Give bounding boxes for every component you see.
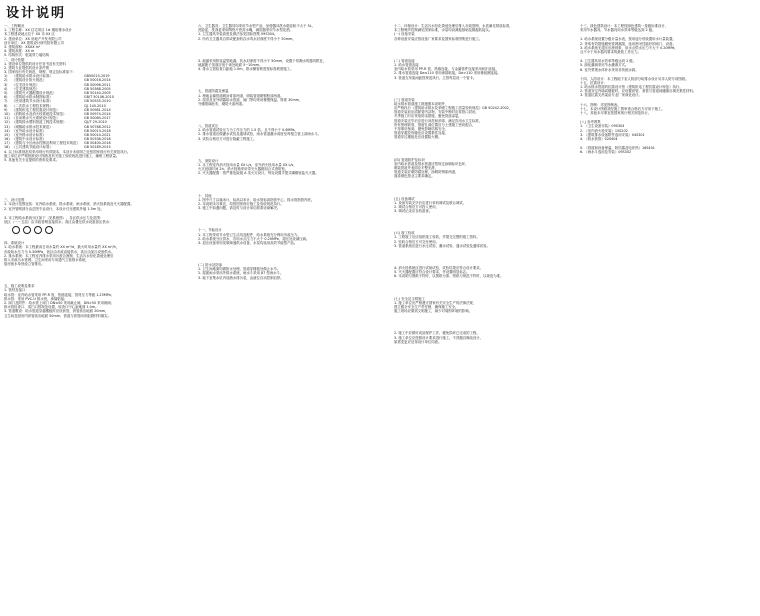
text-line: 各种设备安装应按设备厂家要求及国家标准图集进行施工。 [394,36,483,41]
col3-block-g [394,266,572,279]
text-line: 2. 建设单位：XX 房地产开发有限公司 [4,36,62,41]
col2-block-f [198,194,384,211]
text-line: 厨房废水单独设立管排出。 [4,262,45,267]
code-number: 16) [4,137,10,142]
code-number: 6) [4,95,8,100]
text-line: 火灾延续时间 2h。消火栓箱采用带灭火器箱组合式消防柜。 [198,167,289,172]
code-id: GB 50555-2010 [84,99,111,104]
code-id: GB 50336-2018 [84,137,111,142]
text-line: (六) 竣工验收 [394,231,415,236]
text-line: 1. 工程竣工后应组织竣工验收，并提交完整的竣工资料。 [394,235,480,240]
code-id: GB 50788-2012 [84,124,111,129]
code-id: GB50015-2019 [84,74,110,79]
code-number: 15) [4,132,10,137]
col3-block-f [394,231,572,248]
text-line: 1. 本设计范围包括：室内给水系统、排水系统、雨水系统、消火栓系统及灭火器配置。 [4,202,134,207]
text-line: 2. 建筑专业提供的设计条件图 [4,65,49,70]
text-line: (二) 管道连接 [394,58,415,63]
col2-block-g [198,228,384,245]
col2-block-a [198,24,384,41]
code-number: 5) [4,91,8,95]
text-line: 3. 施工单位应按照设计要求进行施工，不得擅自修改设计， [394,335,484,340]
text-line: 5. 绿化灌溉采用节水灌溉方式。 [580,63,629,68]
text-line: 1. 给水系统设置分级计量水表，按用途分别设置用水计量装置。 [580,37,676,42]
text-line: 2. 所有卫生器具自带或配套的存水弯水封深度不得小于 50mm。 [198,36,296,41]
text-line: 1. 卫生间地面均做防水处理，管道穿楼板处做止水节。 [198,267,281,272]
text-line: (一) 设备安装 [394,32,415,37]
text-line: 2. 室外管网部分由总图专业设计，本设计仅至建筑外墙 1.5m 处。 [4,206,104,211]
text-line: 所有预埋套管、预留孔洞位置应与土建施工密切配合， [394,122,476,127]
col4-block-d [580,77,756,98]
code-id: CJJ 140-2010 [84,103,106,108]
code-name: 《建筑给水排水制图标准》 [12,95,53,100]
section-3-block [4,198,186,211]
text-line: 明装管道外表面应平整光滑， [394,165,439,170]
text-line: 3. 建筑面积：XXXX m² [4,44,41,49]
circle-symbol [12,226,20,234]
text-line: 3. 施工中如遇问题，请及时与设计单位联系协商解决。 [198,206,281,211]
text-line: 4. 排水立管检查口距地 1.0m，排水横管坡度按标准坡度施工。 [198,67,294,72]
text-line: 十二、环保设计：生活污水经化粪池处理后排入市政管网，水质满足排放标准， [394,24,513,28]
text-line: (四) 管道防护及标识 [394,157,425,162]
text-line: 2. 本说明未尽事宜，均按国家现行施工及验收规范执行。 [198,201,284,206]
text-line: 2. 阀门及附件：给水管上阀门 DN≤50 采用截止阀，DN>50 采用闸阀； [4,301,115,305]
circle-note-block [4,216,186,224]
col4-block-f [580,120,756,141]
code-id: GB 50140-2005 [84,91,111,95]
text-line: 5. 结构形式：框架剪力墙结构 [4,53,49,58]
text-line: 1. 管材及接口： [4,288,29,293]
text-line: 1. 施工单位应严格遵守国家有关安全生产的法律法规， [394,300,477,305]
column-3 [394,24,572,614]
col2-block-c [198,89,384,106]
text-line: 五、施工说明及要求 [4,284,35,289]
code-id: GB 50096-2011 [84,82,111,87]
text-line: 5. 《管道和设备保温、防结露及电伴热》16S401 [580,146,655,151]
after-codes-block [4,150,186,163]
text-line: 2. 给水系统分区供水，各用水点压力不大于 0.20MPa，超压处设减压阀。 [198,236,310,241]
text-line: 3. 调试记录应存档备查。 [394,209,433,214]
text-line: 七、管道防腐及保温 [198,89,229,94]
text-line: 1. 本工程室内消火栓用水量 XX L/s，室外消火栓用水量 XX L/s， [198,163,297,167]
text-line: 2. 调试合格后方可投入使用， [394,204,439,209]
text-line: 1. 给水管道连接 [394,62,419,67]
text-line: 室内给水管道及排水管道应按规定涂刷标识色环， [394,161,469,166]
text-line: 管道穿越变形缝处应设置柔性连接， [394,131,449,136]
text-line: 施工现场应做到文明施工，减少对周围环境的影响。 [394,309,472,314]
text-line: 如需变更应征得设计单位同意。 [394,339,442,344]
text-line: 洗脸盆、洗涤盆采用陶瓷片密封水嘴，淋浴器采用节水型花洒。 [198,28,293,33]
text-line: 十一、节能设计 [198,228,222,233]
text-line: 外缠玻璃丝布，刷防火漆两道。 [198,101,246,106]
text-line: 5. 其他有关专业提供的资料及要求。 [4,158,60,162]
code-number: 9) [4,107,8,112]
text-line: 建立健全安全生产责任制，确保施工安全， [394,304,459,309]
code-number: 10) [4,111,10,116]
code-id: GB/T 50106-2010 [84,95,114,100]
text-line: 管道穿过楼板处应设置阻火圈。 [394,135,442,140]
code-name: 《建筑中水设计标准》 [12,137,46,142]
col4-block-a [580,24,756,32]
text-line: 6. 本说明与图纸不符时，以图纸为准；图纸与规范不符时，以规范为准。 [394,274,504,279]
code-name: 《自动喷水灭火系统设计规范》 [12,116,60,121]
text-line: 6. 室外景观水体补水采用非传统水源。 [580,67,639,72]
col3-block-d [394,158,572,179]
text-line: 八、管道试压 [198,124,219,129]
text-line: 1. 图中尺寸以毫米计，标高以米计，给水管标高指管中心，排水管指管内底。 [198,197,315,202]
code-id: GB 50400-2016 [84,141,111,146]
text-line: 1. 本工程采用节水型卫生洁具及配件，给水系统充分利用市政压力。 [198,232,301,237]
column-1 [4,24,186,614]
text-line: 3. 管道敷设：给水管道穿越楼板时应设套管，套管高出地面 20mm， [4,309,109,314]
page-title: 设计说明 [6,6,67,21]
code-name: 《建筑机电工程抗震设计规范》 [12,107,60,112]
col3-block-b [394,59,572,80]
text-line: 二、设计依据 [4,57,25,62]
col2-block-h [198,263,384,280]
text-line: 卫生间及厨房内套管高出地面 50mm，管道与套管间用阻燃材料填实。 [4,313,111,318]
code-id: GB 50189-2015 [84,145,111,150]
text-line: 十五、抗震设计： [580,80,608,85]
text-line: 3. 加压设备采用变频调速供水设备，水泵均选用高效节能型产品。 [198,240,298,245]
text-line: (七) 安全及文明施工 [394,296,425,301]
text-line: 4. 卫生器具用水效率等级达到 2 级。 [580,59,637,64]
code-id: GB 50016-2014 [84,78,111,83]
code-id: GB 50014-2021 [84,132,111,137]
col3-block-i [394,331,572,344]
text-line: 十、其他 [198,193,212,198]
col3-block-h [394,297,572,314]
text-line: (五) 设备调试 [394,196,415,201]
text-line: 1. 给水系统：本工程最高日用水量约 XX m³/d，最大时用水量约 XX m³/h， [4,245,120,250]
text-line: 1. 工程名称：XX 住宅项目 1# 楼给排水设计 [4,28,73,33]
text-line: 4. 《防水套管》02S404 [580,136,618,141]
text-line: 管道支架应做防腐处理，涂刷防锈漆两道， [394,170,459,175]
text-line: 市政给水压力为 0.30MPa，低区由市政直接供水，高区由加压设备供水。 [4,249,115,254]
text-line: 地漏篦子顶面应低于该处地面 5~10mm。 [198,62,263,67]
text-line: 本工程建设地点位于 XX 市 XX 区 [4,32,55,37]
text-line: (二) 防水及防渗 [198,263,223,268]
text-line: 六、卫生器具：卫生器具均采用节水型产品，坐便器冲洗水箱容积不大于 5L， [198,24,316,28]
text-line: 本工程噪声控制满足国家标准，水泵均设减振基础及隔振软接头。 [394,28,493,33]
text-line: 面漆颜色按业主要求确定。 [394,174,435,179]
col2-block-b [198,59,384,72]
text-line: 5. 灭火器配置应符合设计要求，并设置明显标志。 [394,270,470,275]
code-row [4,145,186,149]
code-id: GB 50974-2014 [84,111,111,116]
code-number: 1) [4,74,8,79]
text-line: 低区（一～五层）由市政管网直接供水，高区由叠压供水设备加压供水： [4,219,113,224]
text-line: 3. 管道系统应进行水压试验、灌水试验、通水试验及通球试验。 [394,243,490,248]
text-line: 不得事后凿洞，避免影响结构安全， [394,127,449,131]
text-line: 2. 施工中应做好成品保护工作，避免损坏已完成的工程。 [394,331,480,336]
code-number: 8) [4,103,8,108]
code-id: GB 50013-2018 [84,128,111,133]
text-line: 管道安装完毕后应进行冲洗和消毒，满足饮用水卫生标准， [394,118,483,123]
code-number: 13) [4,124,10,129]
code-name: 《二次供水工程技术规程》 [12,103,53,108]
text-line: 3. 本工程给水系统分区如下（见系统图），各区供水压力及范围： [4,215,104,220]
text-line: 施工单位应严格按照设计图纸及有关施工验收规范进行施工，确保工程质量。 [4,153,120,158]
text-line: 2. 采取有效措施避免管网漏损，选用密闭性能好的阀门、设备。 [580,41,676,46]
circle-symbols [12,226,186,234]
code-id: CJJ/T 29-2010 [84,120,107,125]
text-line: 6. 《雨水斗选用及安装》09S302 [580,150,632,155]
code-id: GB 50368-2005 [84,86,111,91]
text-line: 2. 屋顶及室外明露给水管道、阀门等均采用橡塑保温，厚度 30mm， [198,97,303,102]
text-line: 3. 给水系统无超压出流现象，用水点供水压力不大于 0.20MPa， [580,45,678,50]
text-line: 2. 《室内消火栓安装》15S202 [580,128,628,133]
code-number: 11) [4,116,10,121]
code-number: 17) [4,141,10,146]
text-line: 3. 国家现行有关规范、规程、规定及标准如下： [4,70,77,75]
col4-block-c [580,59,756,72]
code-name: 《建筑灭火器配置设计规范》 [12,91,57,95]
code-name: 《建筑设计防火规范》 [12,78,46,83]
section-5-block [4,284,186,318]
text-line: 十三、绿色建筑设计：本工程按绿色建筑一星级标准设计， [580,24,669,28]
circle-symbol [34,226,42,234]
text-line: 3. 地下室集水坑内设潜水排污泵，由液位自动控制启停。 [198,275,284,280]
text-line: 三、设计范围 [4,198,25,203]
text-line: 3. 《建筑排水设备附件选用安装》04S301 [580,132,645,137]
text-line: 2. 管道穿过内墙或楼板时，应设置套管，套管与管道间缝隙应填充柔性材料。 [580,89,697,94]
code-id: GB 50084-2017 [84,116,111,121]
text-line: 1. 设备安装完毕后应进行单机调试及联合调试， [394,200,467,205]
text-line: 采用节水器具，节水器具用水效率等级达到 2 级。 [580,28,656,33]
col4-block-b [580,37,756,54]
code-name: 《住宅建筑规范》 [12,86,40,91]
text-line: 2. 灭火器配置：按严重危险级 A 类火灾设计，每处设置手提式磷酸铵盐灭火器。 [198,171,319,176]
text-line: 十四、人防设计：本工程地下室人防部分给排水设计另详人防专项图纸。 [580,76,689,81]
column-2 [198,24,384,614]
text-line: 十八、其他未尽事宜按国家现行相关规范执行。 [580,111,652,115]
text-line: 管道安装前应清除管内杂物，安装中断时应将管口封闭， [394,110,479,115]
text-line: 四、系统设计 [4,241,25,246]
text-line: 应严格执行《建筑给水排水及采暖工程施工质量验收规范》GB 50242-2002， [394,106,513,111]
text-line: 排水管检查口、清扫口按规范设置，检查口中心距地面 1.0m。 [4,305,99,310]
text-line: 给水排水管道施工除遵照本说明外， [394,101,449,106]
code-name: 《公共建筑节能设计标准》 [12,145,53,150]
circle-symbol [45,226,53,234]
text-line: (三) 管道安装 [394,97,415,102]
text-line: 2. 屋面雨水采用外排水系统，雨水斗采用 87 型雨水斗。 [198,271,284,276]
text-line: 十六、图例：详见图例表。 [580,102,621,107]
text-line: 九、消防设计 [198,158,219,163]
code-name: 《室外给水设计标准》 [12,128,46,133]
col3-block-c [394,98,572,140]
code-name: 《消防给水及消火栓系统技术规范》 [12,111,67,116]
text-line: 3. 地漏采用防返溢型地漏，其水封深度不得小于 50mm，设置于易溅水的器具附近， [198,58,327,63]
text-line: 2. 排水管道连接 De≤110 采用承插粘接，De>110 采用橡胶圈连接。 [394,71,501,76]
text-line: 且不小于用水器具要求的最低工作压力。 [580,49,642,54]
text-line: 给水管：室内给水管采用 PP-R 管，热熔连接，管材压力等级 1.25MPa； [4,292,115,297]
col3-block-e [394,197,572,214]
text-line: 排水管：采用 PVC-U 排水管，承插粘接； [4,296,68,301]
code-number: 7) [4,99,8,104]
code-name: 《建筑与小区雨水控制及利用工程技术规范》 [12,141,80,146]
text-line: 3. 管道抗震支吊架由专业厂家深化设计。 [580,93,642,98]
code-number: 18) [4,145,10,150]
text-line: 1. 建设单位提供的设计任务书及有关资料 [4,61,66,66]
code-name: 《民用建筑节水设计标准》 [12,99,53,104]
col2-block-d [198,124,384,141]
intro-block [4,24,186,74]
text-line: 1. 《卫生设备安装》09S304 [580,124,625,129]
text-line: 2. 排水管道应做灌水试验及通球试验，雨水管道灌水高度至每根立管上部雨水斗。 [198,132,321,137]
col4-block-g [580,146,756,154]
text-line: 设计单位：XX 建筑设计研究院有限公司 [4,40,64,45]
col3-block-a [394,24,572,41]
circle-symbol [23,226,31,234]
code-number: 2) [4,78,8,83]
text-line: 1. 卫生器具安装高度及做法参见国标图集 09S304。 [198,32,278,37]
text-line: 排入市政污水管网；卫生间采用专用通气立管排水系统， [4,257,89,262]
code-name: 《城镇给水排水技术规范》 [12,124,53,129]
text-line: 3. 试验合格后方可进行隐蔽工程施工。 [198,136,257,141]
text-line: 4. 以上标准规范均采用现行有效版本，本设计未说明之处按国家现行有关规范执行。 [4,149,131,154]
code-number: 3) [4,82,8,87]
code-name: 《住宅设计规范》 [12,82,40,87]
section-4-block [4,241,186,266]
text-line: 1. 给水排水管道的抗震设计按《建筑机电工程抗震设计规范》执行。 [580,85,683,90]
text-line: (八) 参考图集 [580,120,601,125]
text-line: 1. 埋地金属管道刷沥青漆两道，明装管道刷银粉漆两道。 [198,93,284,98]
code-name: 《室外排水设计标准》 [12,132,46,137]
text-line: 十七、本设计图纸须经施工图审查合格后方可用于施工。 [580,106,665,111]
code-name: 《建筑排水塑料管道工程技术规程》 [12,120,67,125]
code-number: 14) [4,128,10,133]
code-number: 4) [4,86,8,91]
text-line: 3. 管道支吊架间距按规范执行，立管每层设一个管卡。 [394,75,477,80]
text-line: 一、工程概况 [4,24,25,28]
text-line: 4. 建筑高度：XX m [4,49,35,54]
column-4 [580,24,756,614]
code-id: GB 50981-2014 [84,107,111,112]
text-line: 1. 给水管道试验压力为工作压力的 1.5 倍，且不得小于 0.6MPa。 [198,128,298,133]
col2-block-e [198,159,384,176]
code-number: 12) [4,120,10,125]
text-line: 4. 消火栓系统应进行试射试验，试验结果应符合设计要求。 [394,266,484,270]
text-line: 2. 验收合格后方可交付使用。 [394,239,439,244]
col4-block-e [580,103,756,116]
code-name: 《建筑给水排水设计标准》 [12,74,53,79]
text-line: 2. 排水系统：本工程室内排水采用污废合流制，生活污水经化粪池处理后 [4,253,114,258]
text-line: 冬季施工时应采取防冻措施，避免管道冻裂， [394,114,462,119]
codes-table [4,74,186,149]
text-line: 室内给水管采用 PP-R 管，热熔连接，与金属管件连接采用丝扣连接。 [394,67,499,72]
